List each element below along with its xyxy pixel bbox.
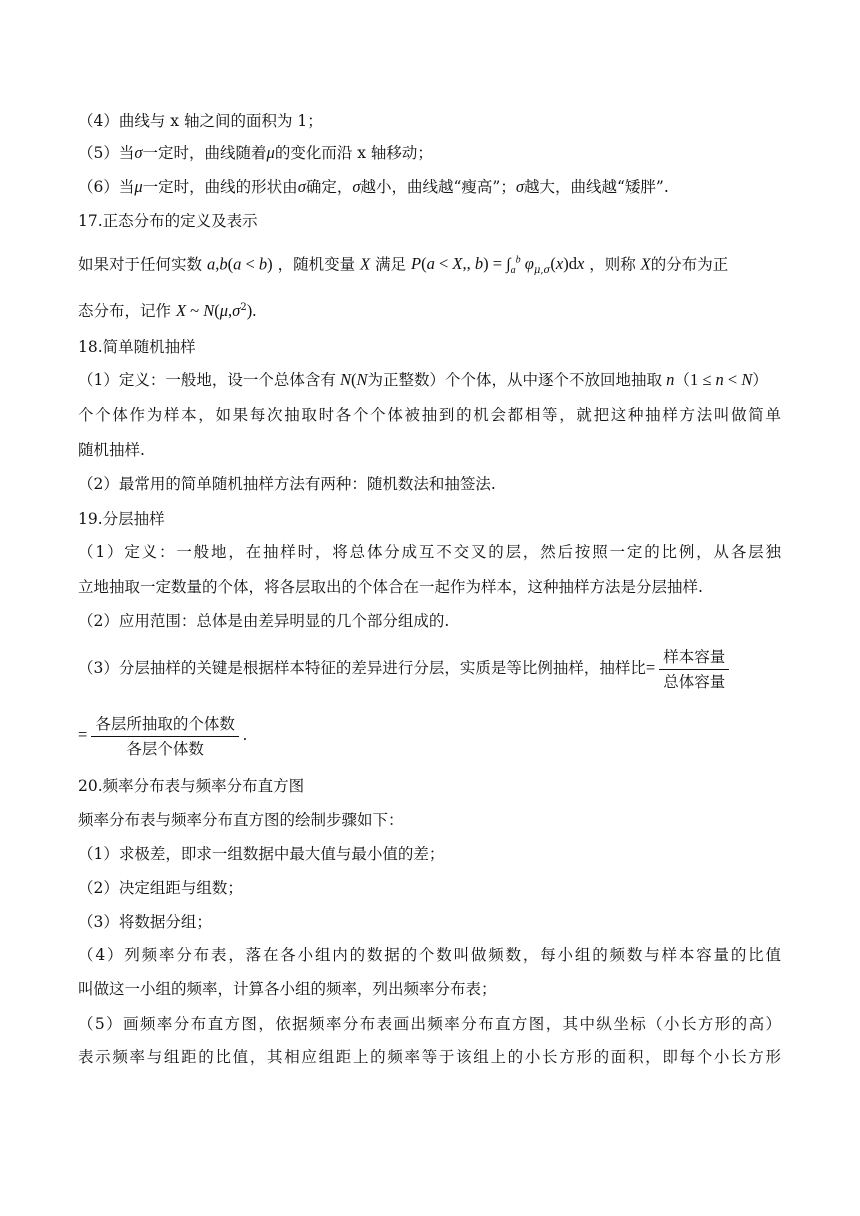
fraction-denominator: 总体容量 xyxy=(663,672,726,691)
math-sigma: σ xyxy=(352,177,361,196)
text: 如果对于任何实数 xyxy=(78,255,203,274)
text-line xyxy=(78,844,444,864)
text-line xyxy=(78,912,212,932)
text-line-area-property xyxy=(78,111,323,131)
text: 的变化而沿 x 轴移动； xyxy=(274,144,433,162)
text-line xyxy=(78,577,703,597)
text: （4）曲线与 x 轴之间的面积为 1； xyxy=(78,112,323,130)
text-line xyxy=(78,810,404,830)
math-x: X xyxy=(640,254,651,274)
text-line xyxy=(78,474,496,494)
text: （2）决定组距与组数； xyxy=(78,879,243,897)
text: 个个体作为样本，如果每次抽取时各个个体被抽到的机会都相等，就把这种抽样方法叫做简单 xyxy=(78,406,781,424)
text-line xyxy=(78,979,497,999)
text: （3）将数据分组； xyxy=(78,913,212,931)
text: ，随机变量 xyxy=(277,255,356,274)
text: 越小，曲线越“瘦高”； xyxy=(360,178,516,196)
text: （1）定义：一般地，设一个总体含有 xyxy=(78,371,336,389)
text-line xyxy=(78,878,243,898)
fraction-denominator: 各层个体数 xyxy=(126,739,204,758)
text: （6）当 xyxy=(78,178,135,196)
text-line xyxy=(78,440,145,460)
text: 一定时，曲线的形状由 xyxy=(142,178,298,196)
math-n-lower: n xyxy=(662,370,675,389)
text-line-sampling-ratio: （3）分层抽样的关键是根据样本特征的差异进行分层，实质是等比例抽样，抽样比= $\frac{\text{样本容量}}{\text{总体容量}}$ xyxy=(78,645,733,692)
math-probability-integral: P(a < X,, $b) = \int_a^b$ $\varphi_{\mu,\sigma}(x)dx$ xyxy=(411,254,585,277)
fraction-numerator: 样本容量 xyxy=(659,647,729,670)
text-line xyxy=(78,1014,781,1034)
text-line xyxy=(78,405,781,425)
text: 确定， xyxy=(305,178,353,196)
text: （4）列频率分布表，落在各小组内的数据的个数叫做频数，每小组的频数与样本容量的比值 xyxy=(78,946,781,964)
text: （5）画频率分布直方图，依据频率分布表画出频率分布直方图，其中纵坐标（小长方形的高） xyxy=(78,1015,781,1033)
text-line xyxy=(78,542,781,562)
text-line-notation: 态分布，记作 X ~ $N(\mu,\sigma^2)$. xyxy=(78,301,257,321)
text: 满足 xyxy=(375,255,407,274)
text: 表示频率与组距的比值，其相应组距上的频率等于该组上的小长方形的面积，即每个小长方形 xyxy=(78,1048,781,1066)
text-line-sigma-fixed xyxy=(78,143,433,163)
math-mu: μ xyxy=(266,143,275,162)
math-sigma: σ xyxy=(515,177,524,196)
heading-text: 19.分层抽样 xyxy=(78,510,165,528)
text-line-mu-fixed xyxy=(78,177,669,197)
math-sigma: σ xyxy=(297,177,306,196)
text: （1）定义：一般地，在抽样时，将总体分成互不交叉的层，然后按照一定的比例，从各层独 xyxy=(78,543,781,561)
text: 为正整数）个个体，从中逐个不放回地抽取 xyxy=(367,371,663,389)
fraction-sample-over-population xyxy=(659,647,729,692)
section-heading-20 xyxy=(78,776,304,796)
text-line-normal-definition: 如果对于任何实数 a,b(a < b) ，随机变量 X 满足 P(a < X,, $b) = \int_a^b$ $\varphi_{\mu,\sigma}(x)dx$ ，则称 X的分布为正 xyxy=(78,254,729,277)
text: 随机抽样. xyxy=(78,441,145,459)
heading-text: 20.频率分布表与频率分布直方图 xyxy=(78,777,305,795)
text: （2）最常用的简单随机抽样方法有两种：随机数法和抽签法. xyxy=(78,475,496,493)
text-line xyxy=(78,611,449,631)
math-sigma: σ xyxy=(134,143,143,162)
math-n-upper: N xyxy=(335,370,352,389)
text: 的分布为正 xyxy=(650,255,729,274)
heading-text: 17.正态分布的定义及表示 xyxy=(78,212,258,230)
math-normal-notation: X ~ $N(\mu,\sigma^2)$ xyxy=(175,301,253,321)
text-line-srs-definition: （1）定义：一般地，设一个总体含有 N(N为正整数）个个体，从中逐个不放回地抽取 n（1 ≤ n < N） xyxy=(78,370,768,389)
text: 越大，曲线越“矮胖”. xyxy=(523,178,669,196)
text: 一定时，曲线随着 xyxy=(142,144,267,162)
text: 态分布，记作 xyxy=(78,302,172,321)
fraction-numerator: 各层所抽取的个体数 xyxy=(91,714,239,737)
text-line xyxy=(78,945,781,965)
text-line xyxy=(78,1047,781,1067)
heading-text: 18.简单随机抽样 xyxy=(78,338,196,356)
math-x: X xyxy=(360,254,371,274)
text: 叫做这一小组的频率，计算各小组的频率，列出频率分布表； xyxy=(78,980,497,998)
text-line-ratio-continued: = $\frac{\text{各层所抽取的个体数}}{\text{各层个体数}}$ . xyxy=(78,714,247,758)
math-mu: μ xyxy=(134,177,143,196)
text: （1）求极差，即求一组数据中最大值与最小值的差； xyxy=(78,845,445,863)
fraction-layer-counts xyxy=(91,714,239,759)
text: （2）应用范围：总体是由差异明显的几个部分组成的. xyxy=(78,612,450,630)
text: 立地抽取一定数量的个体，将各层取出的个体合在一起作为样本，这种抽样方法是分层抽样. xyxy=(78,578,703,596)
text: ，则称 xyxy=(589,255,636,274)
section-heading-18 xyxy=(78,337,196,357)
text: 频率分布表与频率分布直方图的绘制步骤如下： xyxy=(78,811,404,829)
text: （5）当 xyxy=(78,144,135,162)
math-ab: a xyxy=(206,254,216,274)
section-heading-19 xyxy=(78,509,165,529)
section-heading-17 xyxy=(78,211,258,231)
text: （3）分层抽样的关键是根据样本特征的差异进行分层，实质是等比例抽样，抽样比 xyxy=(78,659,646,677)
